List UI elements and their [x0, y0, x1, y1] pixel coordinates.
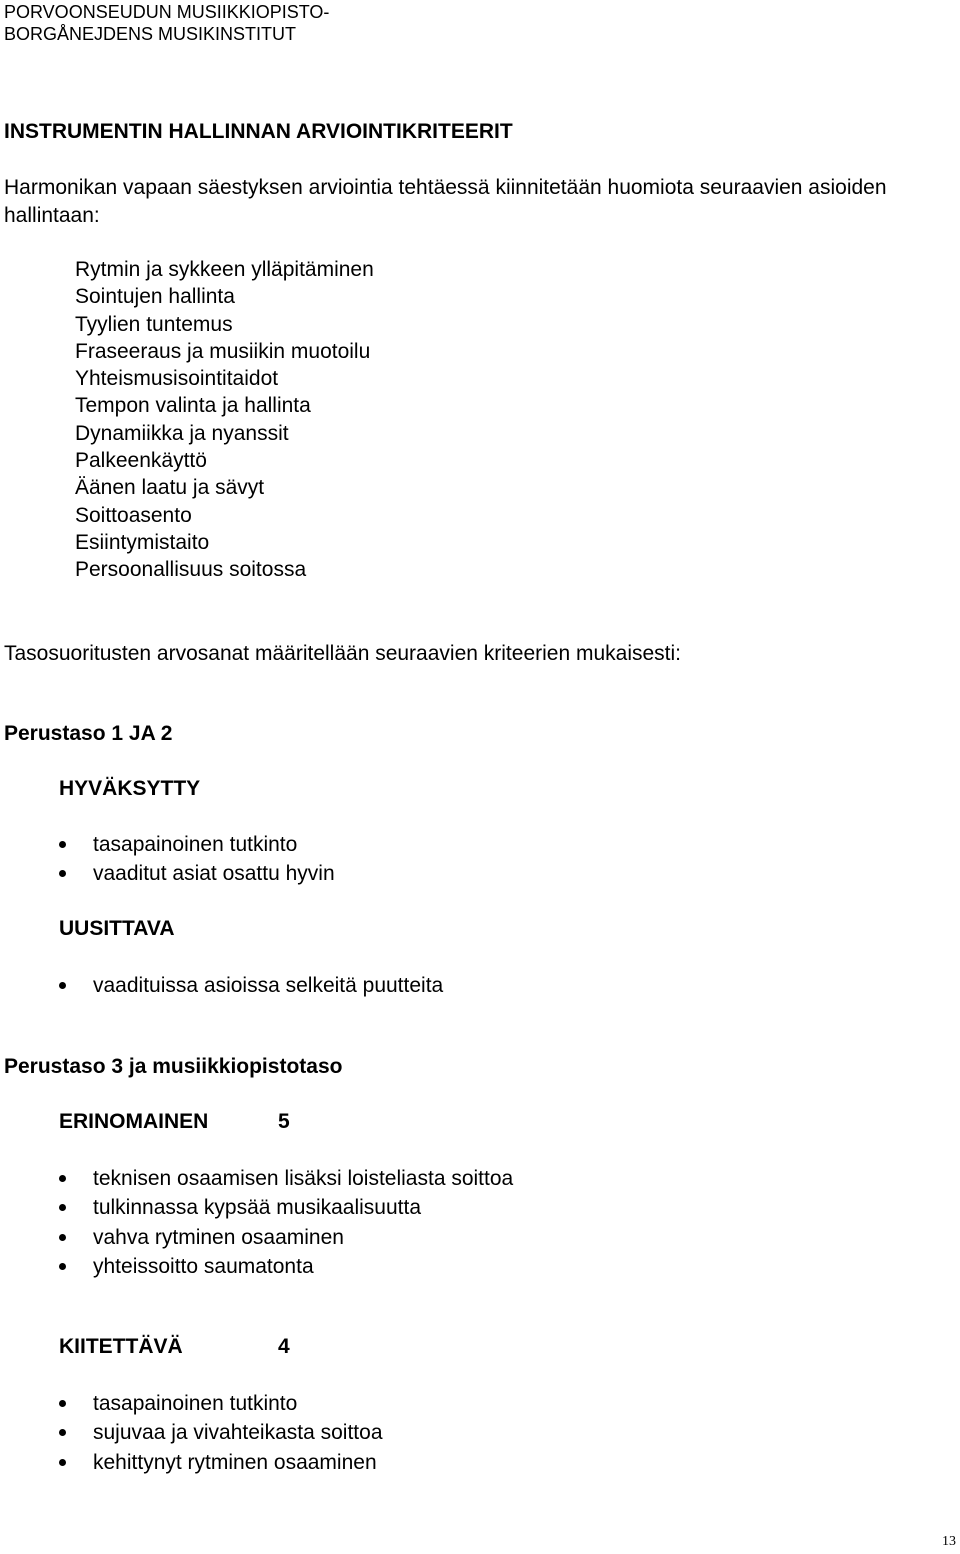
criteria-item: Sointujen hallinta: [75, 285, 235, 309]
criteria-item: Tempon valinta ja hallinta: [75, 394, 311, 418]
accepted-criteria-list: [59, 830, 335, 889]
grade-label-accepted: HYVÄKSYTTY: [59, 777, 201, 800]
bullet-icon: [59, 1204, 66, 1211]
bullet-icon: [59, 1400, 66, 1407]
grade-number-excellent: 5: [278, 1110, 290, 1133]
grade-number-commendable: 4: [278, 1335, 290, 1358]
list-item: [59, 971, 443, 1000]
criteria-item: Esiintymistaito: [75, 530, 210, 554]
list-item-text: sujuvaa ja vivahteikasta soittoa: [93, 1421, 383, 1445]
bullet-icon: [59, 982, 66, 989]
list-item-text: yhteissoitto saumatonta: [93, 1254, 314, 1278]
bullet-icon: [59, 1459, 66, 1466]
list-item-text: tasapainoinen tutkinto: [93, 833, 298, 856]
list-item-text: vaadituissa asioissa selkeitä puutteita: [93, 974, 444, 997]
institution-name-line1: PORVOONSEUDUN MUSIIKKIOPISTO-: [4, 2, 330, 22]
list-item-text: teknisen osaamisen lisäksi loisteliasta soittoa: [93, 1167, 514, 1190]
list-item: [59, 830, 335, 859]
bullet-icon: [59, 1429, 66, 1436]
list-item: [59, 1164, 513, 1193]
retake-criteria-list: [59, 971, 443, 1000]
bullet-icon: [59, 1175, 66, 1182]
intro-paragraph: Harmonikan vapaan säestyksen arviointia tehtäessä kiinnitetään huomiota seuraavien asioiden hallintaan:: [4, 176, 887, 227]
criteria-list: [75, 256, 374, 584]
list-item-text: tulkinnassa kypsää musikaalisuutta: [93, 1196, 422, 1220]
bullet-icon: [59, 870, 66, 877]
level-heading-basic-3: Perustaso 3 ja musiikkiopistotaso: [4, 1055, 343, 1078]
criteria-item: Rytmin ja sykkeen ylläpitäminen: [75, 258, 374, 281]
commendable-criteria-list: [59, 1389, 383, 1477]
list-item: [59, 1389, 383, 1418]
list-item: [59, 1418, 383, 1447]
criteria-item: Fraseeraus ja musiikin muotoilu: [75, 339, 371, 363]
list-item: [59, 1252, 513, 1281]
criteria-item: Persoonallisuus soitossa: [75, 558, 307, 582]
bullet-icon: [59, 841, 66, 848]
page-number: 13: [942, 1534, 956, 1549]
list-item-text: tasapainoinen tutkinto: [93, 1392, 298, 1415]
grading-intro: Tasosuoritusten arvosanat määritellään seuraavien kriteerien mukaisesti:: [4, 642, 682, 665]
institution-name-line2: BORGÅNEJDENS MUSIKINSTITUT: [4, 24, 297, 44]
list-item: [59, 1448, 383, 1477]
list-item: [59, 1223, 513, 1252]
criteria-item: Yhteismusisointitaidot: [75, 367, 279, 391]
level-heading-basic-1-2: Perustaso 1 JA 2: [4, 722, 173, 745]
list-item: [59, 1193, 513, 1222]
list-item-text: vahva rytminen osaaminen: [93, 1225, 344, 1249]
criteria-item: Äänen laatu ja sävyt: [75, 476, 265, 500]
excellent-criteria-list: [59, 1164, 513, 1281]
criteria-item: Dynamiikka ja nyanssit: [75, 421, 289, 445]
grade-label-commendable: KIITETTÄVÄ: [59, 1335, 183, 1358]
list-item-text: kehittynyt rytminen osaaminen: [93, 1450, 377, 1474]
bullet-icon: [59, 1234, 66, 1241]
list-item: [59, 859, 335, 888]
list-item-text: vaaditut asiat osattu hyvin: [93, 862, 335, 886]
criteria-item: Soittoasento: [75, 503, 192, 527]
criteria-item: Tyylien tuntemus: [75, 312, 233, 336]
criteria-item: Palkeenkäyttö: [75, 449, 207, 473]
grade-label-excellent: ERINOMAINEN: [59, 1110, 209, 1133]
grade-label-retake: UUSITTAVA: [59, 917, 175, 940]
document-title: INSTRUMENTIN HALLINNAN ARVIOINTIKRITEERIT: [4, 120, 513, 143]
bullet-icon: [59, 1263, 66, 1270]
